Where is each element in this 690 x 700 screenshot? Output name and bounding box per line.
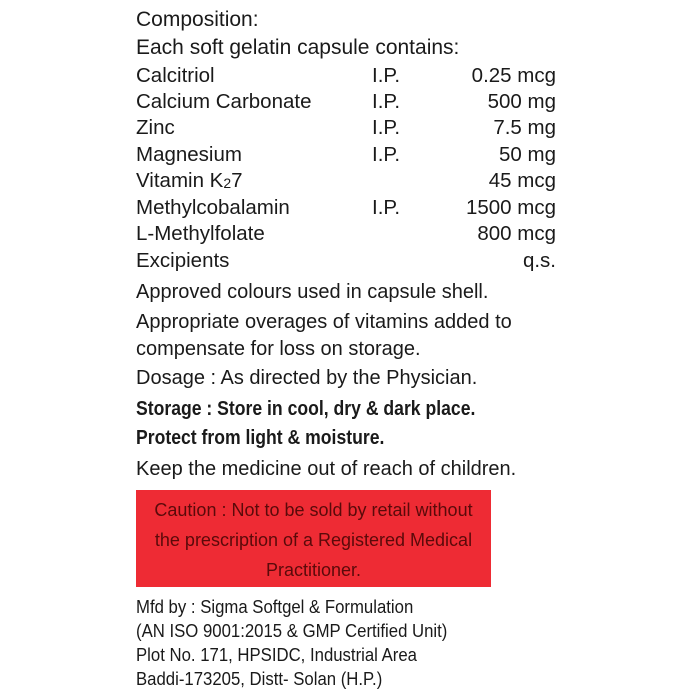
ingredient-row: [136, 198, 556, 224]
children-warning: Keep the medicine out of reach of children.: [136, 458, 517, 480]
ingredient-amount: 7.5 mg: [493, 116, 556, 139]
ingredient-row: [136, 92, 556, 118]
ingredient-amount: 0.25 mcg: [471, 64, 556, 87]
manufacturer-line3: Plot No. 171, HPSIDC, Industrial Area: [136, 645, 418, 665]
overages-note-line1: Appropriate overages of vitamins added to: [136, 311, 512, 333]
caution-line1: Caution : Not to be sold by retail without: [154, 500, 473, 520]
ingredient-row: [136, 171, 556, 197]
caution-box: [136, 490, 491, 587]
caution-line3: Practitioner.: [265, 560, 362, 580]
ingredient-amount: 50 mg: [499, 143, 556, 166]
ingredient-name: Calcitriol: [136, 64, 215, 87]
ingredient-amount: 800 mcg: [477, 222, 556, 245]
ingredient-name: Methylcobalamin: [136, 196, 290, 219]
ingredient-name: Zinc: [136, 116, 175, 139]
ingredient-amount: 45 mcg: [488, 169, 556, 192]
ingredient-amount: q.s.: [522, 249, 556, 272]
ingredient-name-suffix: 7: [231, 169, 243, 192]
ingredient-name: Excipients: [136, 249, 230, 272]
composition-heading: Composition:: [136, 8, 259, 31]
manufacturer-line1: Mfd by : Sigma Softgel & Formulation: [136, 597, 414, 617]
caution-line2: the prescription of a Registered Medical: [154, 530, 473, 550]
ingredient-standard: I.P.: [372, 64, 401, 87]
ingredient-row: [136, 118, 556, 144]
ingredient-standard: I.P.: [372, 143, 401, 166]
ingredient-amount: 500 mg: [487, 90, 556, 113]
ingredient-name-vitamin-k27: [136, 171, 243, 192]
ingredient-name: Calcium Carbonate: [136, 90, 312, 113]
ingredient-row: [136, 66, 556, 92]
manufacturer-line4: Baddi-173205, Distt- Solan (H.P.): [136, 669, 383, 689]
overages-note-line2: compensate for loss on storage.: [136, 338, 421, 360]
ingredient-standard: I.P.: [372, 196, 401, 219]
ingredient-name: Magnesium: [136, 143, 242, 166]
protect-note: Protect from light & moisture.: [136, 427, 385, 449]
manufacturer-line2: (AN ISO 9001:2015 & GMP Certified Unit): [136, 621, 448, 641]
ingredient-row: [136, 224, 556, 250]
ingredient-amount: 1500 mcg: [465, 196, 556, 219]
ingredient-standard: I.P.: [372, 116, 401, 139]
dosage-note: Dosage : As directed by the Physician.: [136, 367, 478, 389]
ingredient-name: L-Methylfolate: [136, 222, 265, 245]
composition-subheading: Each soft gelatin capsule contains:: [136, 36, 460, 59]
ingredient-row: [136, 251, 556, 277]
ingredient-name-subscript: 2: [223, 175, 232, 191]
colours-note: Approved colours used in capsule shell.: [136, 281, 489, 303]
storage-note: Storage : Store in cool, dry & dark place.: [136, 398, 476, 420]
ingredient-row: [136, 145, 556, 171]
ingredient-name-text: Vitamin K: [136, 169, 224, 192]
ingredient-standard: I.P.: [372, 90, 401, 113]
